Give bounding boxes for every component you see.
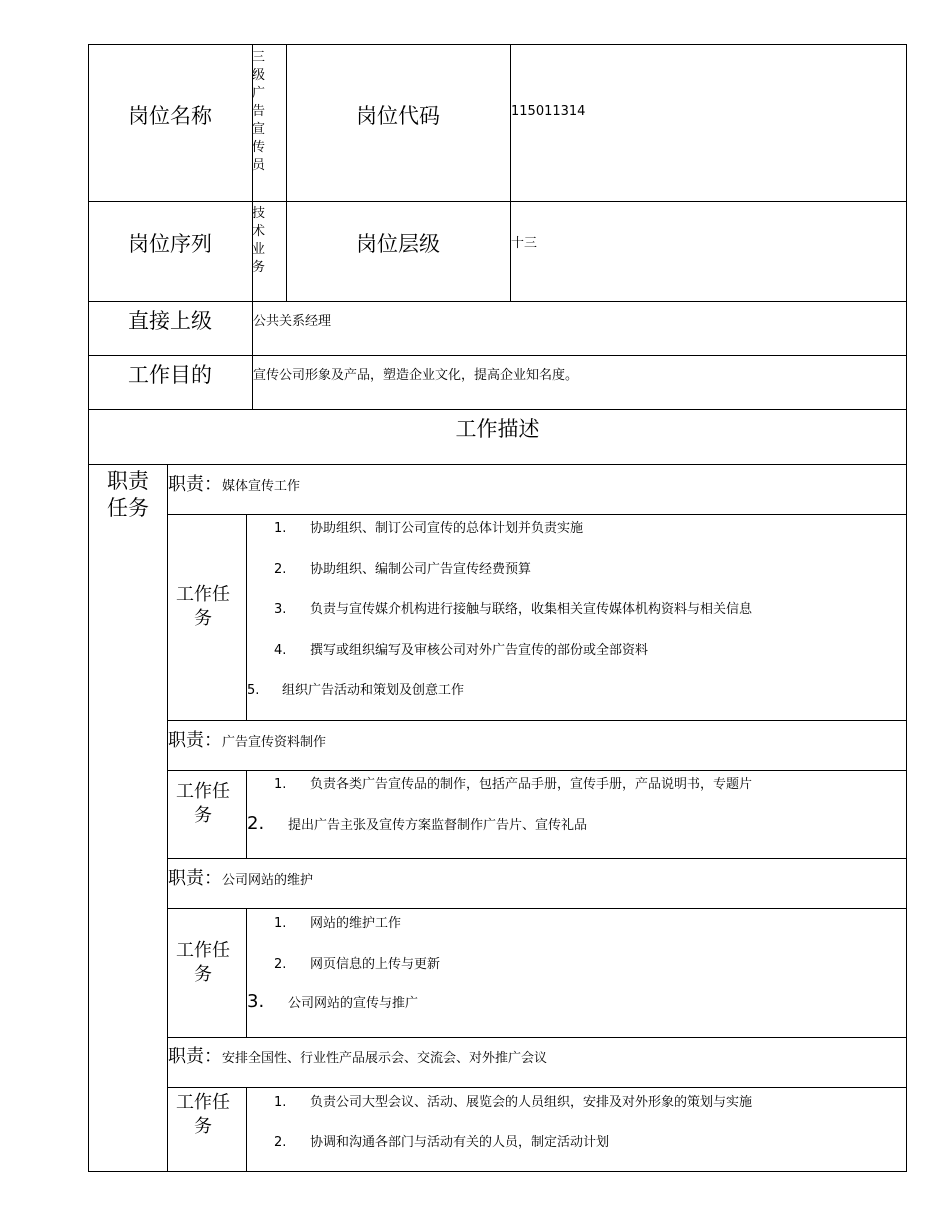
task-item: 2. 协调和沟通各部门与活动有关的人员，制定活动计划 [274, 1135, 610, 1150]
sequence-label: 岗位序列 [128, 232, 212, 256]
position-name-label: 岗位名称 [128, 104, 212, 128]
duty-heading [168, 864, 313, 890]
level-label: 岗位层级 [356, 232, 440, 256]
duty-heading [168, 726, 326, 752]
task-item: 2. 网页信息的上传与更新 [274, 957, 441, 972]
duty-title: 公司网站的维护 [222, 873, 314, 888]
task-label: 工作任务 [176, 584, 230, 629]
duty-prefix: 职责： [168, 868, 222, 889]
task-label: 工作任务 [176, 1092, 230, 1137]
duty-heading [168, 470, 300, 496]
duty-prefix: 职责： [168, 1046, 222, 1067]
task-label: 工作任务 [176, 940, 230, 985]
task-item: 3. 公司网站的宣传与推广 [247, 991, 419, 1012]
task-label: 工作任务 [176, 781, 230, 826]
sequence-value: 技术业务 [252, 206, 266, 275]
duty-prefix: 职责： [168, 730, 222, 751]
task-item: 3. 负责与宣传媒介机构进行接触与联络，收集相关宣传媒体机构资料与相关信息 [274, 602, 753, 617]
task-item: 2. 提出广告主张及宣传方案监督制作广告片、宣传礼品 [247, 813, 588, 834]
position-name-value: 三级广告宣传员 [252, 50, 266, 173]
task-item: 1. 负责公司大型会议、活动、展览会的人员组织，安排及对外形象的策划与实施 [274, 1095, 753, 1110]
task-item: 5. 组织广告活动和策划及创意工作 [247, 683, 465, 698]
duty-prefix: 职责： [168, 474, 222, 495]
task-item: 1. 协助组织、制订公司宣传的总体计划并负责实施 [274, 521, 584, 536]
position-code-value: 115011314 [511, 104, 586, 119]
purpose-label: 工作目的 [128, 363, 212, 387]
duty-title: 安排全国性、行业性产品展示会、交流会、对外推广会议 [222, 1051, 548, 1066]
task-item: 1. 负责各类广告宣传品的制作，包括产品手册，宣传手册，产品说明书，专题片 [274, 777, 753, 792]
purpose-value: 宣传公司形象及产品，塑造企业文化，提高企业知名度。 [253, 368, 579, 383]
task-item: 2. 协助组织、编制公司广告宣传经费预算 [274, 562, 532, 577]
duty-title: 广告宣传资料制作 [222, 735, 327, 750]
task-item: 1. 网站的维护工作 [274, 916, 402, 931]
level-value: 十三 [511, 236, 538, 251]
superior-value: 公共关系经理 [253, 314, 332, 329]
superior-label: 直接上级 [128, 309, 212, 333]
duty-title: 媒体宣传工作 [222, 479, 301, 494]
duties-label: 职责任务 [107, 469, 149, 520]
position-code-label: 岗位代码 [356, 104, 440, 128]
duty-heading [168, 1042, 547, 1068]
description-title: 工作描述 [455, 417, 540, 441]
task-item: 4. 撰写或组织编写及审核公司对外广告宣传的部份或全部资料 [274, 643, 649, 658]
